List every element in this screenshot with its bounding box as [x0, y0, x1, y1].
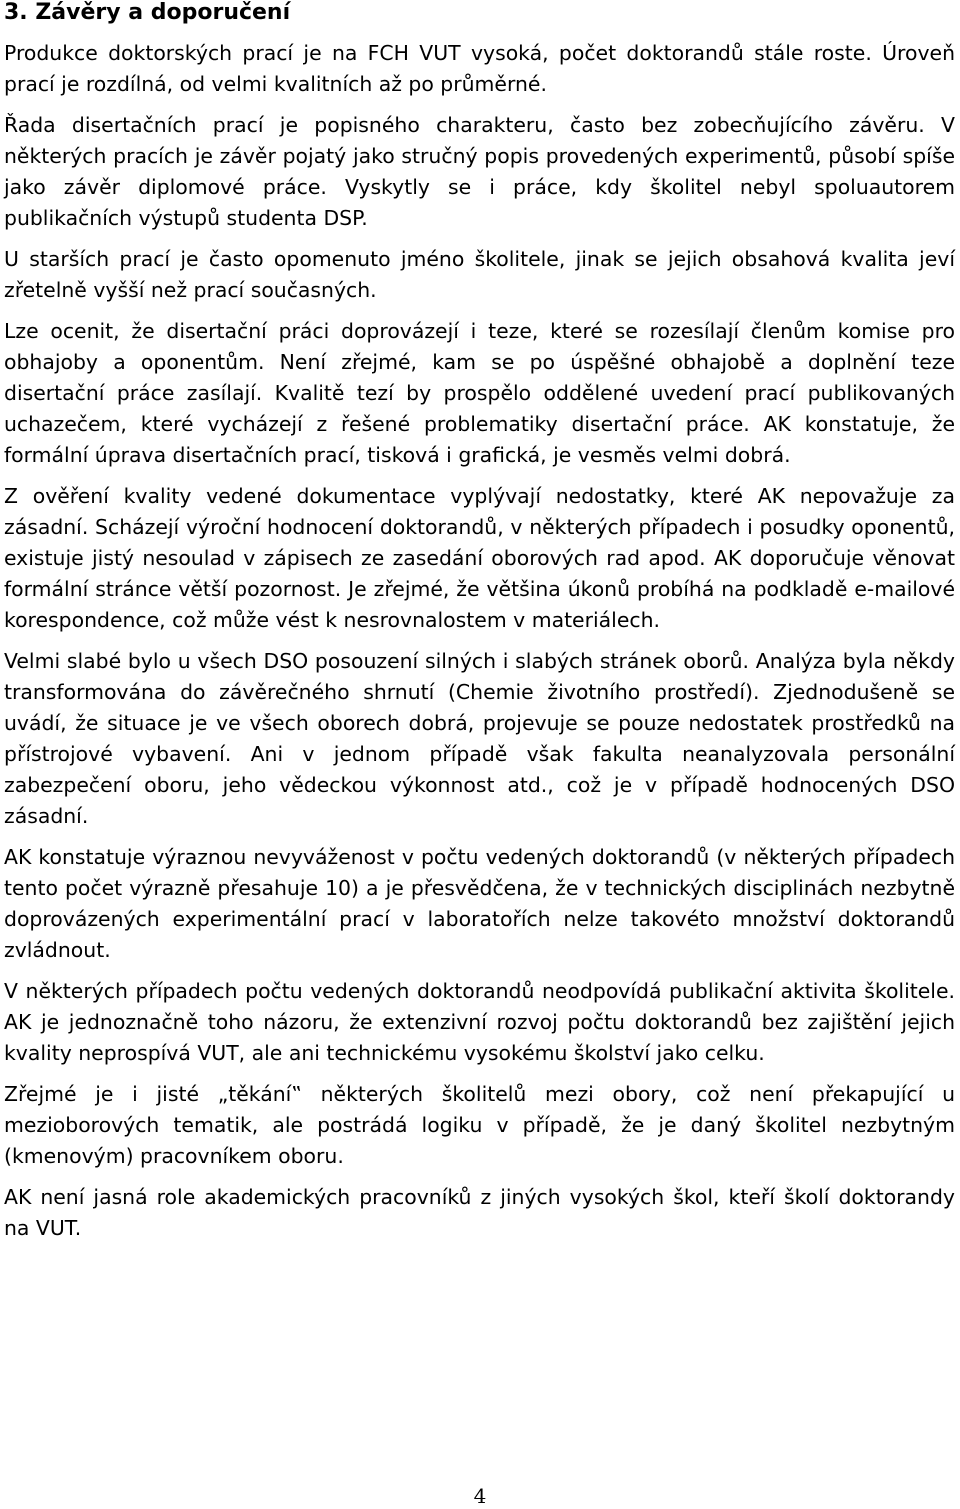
paragraph-8: V některých případech počtu vedených doktorandů neodpovídá publikační aktivita školitele. AK je jednoznačně toho názoru, že extenzivní rozvoj počtu doktorandů bez zajištění jejich kvality neprospívá VUT, ale ani technickému vysokému školství jako celku. — [4, 979, 955, 1065]
paragraph-7: AK konstatuje výraznou nevyváženost v počtu vedených doktorandů (v některých případech tento počet výrazně přesahuje 10) a je přesvědčena, že v technických disciplinách nezbytně doprovázených experimentální prací v laboratořích nelze takovéto množství doktorandů zvládnout. — [4, 845, 955, 962]
paragraph-2: Řada disertačních prací je popisného charakteru, často bez zobecňujícího závěru. V některých pracích je závěr pojatý jako stručný popis provedených experimentů, působí spíše jako závěr diplomové práce. Vyskytly se i práce, kdy školitel nebyl spoluautorem publikačních výstupů studenta DSP. — [4, 113, 955, 230]
paragraph-6: Velmi slabé bylo u všech DSO posouzení silných i slabých stránek oborů. Analýza byla někdy transformována do závěrečného shrnutí (Chemie životního prostředí). Zjednodušeně se uvádí, že situace je ve všech oborech dobrá, projevuje se pouze nedostatek prostředků na přístrojové vybavení. Ani v jednom případě však fakulta neanalyzovala personální zabezpečení oboru, jeho vědeckou výkonnost atd., což je v případě hodnocených DSO zásadní. — [4, 649, 955, 828]
paragraph-10: AK není jasná role akademických pracovníků z jiných vysokých škol, kteří školí doktorandy na VUT. — [4, 1185, 955, 1240]
paragraph-9: Zřejmé je i jisté „těkání‟ některých školitelů mezi obory, což není překapující u mezioborových tematik, ale postrádá logiku v případě, že je daný školitel nezbytným (kmenovým) pracovníkem oboru. — [4, 1082, 955, 1168]
paragraph-4: Lze ocenit, že disertační práci doprovázejí i teze, které se rozesílají členům komise pro obhajoby a oponentům. Není zřejmé, kam se po úspěšné obhajobě a doplnění teze disertační práce zasílají. Kvalitě tezí by prospělo oddělené uvedení prací publikovaných uchazečem, které vycházejí z řešené problematiky disertační práce. AK konstatuje, že formální úprava disertačních prací, tisková i grafická, je vesměs velmi dobrá. — [4, 319, 955, 467]
document-page — [4, 0, 955, 1254]
paragraph-1: Produkce doktorských prací je na FCH VUT vysoká, počet doktorandů stále roste. Úroveň prací je rozdílná, od velmi kvalitních až po průměrné. — [4, 41, 955, 96]
paragraph-3: U starších prací je často opomenuto jméno školitele, jinak se jejich obsahová kvalita jeví zřetelně vyšší než prací současných. — [4, 247, 955, 302]
paragraph-5: Z ověření kvality vedené dokumentace vyplývají nedostatky, které AK nepovažuje za zásadní. Scházejí výroční hodnocení doktorandů, v některých případech i posudky oponentů, existuje jistý nesoulad v zápisech ze zasedání oborových rad apod. AK doporučuje věnovat formální stránce větší pozornost. Je zřejmé, že většina úkonů probíhá na podkladě e-mailové korespondence, což může vést k nesrovnalostem v materiálech. — [4, 484, 955, 632]
section-heading: 3. Závěry a doporučení — [4, 0, 291, 25]
page-number: 4 — [473, 1484, 487, 1508]
